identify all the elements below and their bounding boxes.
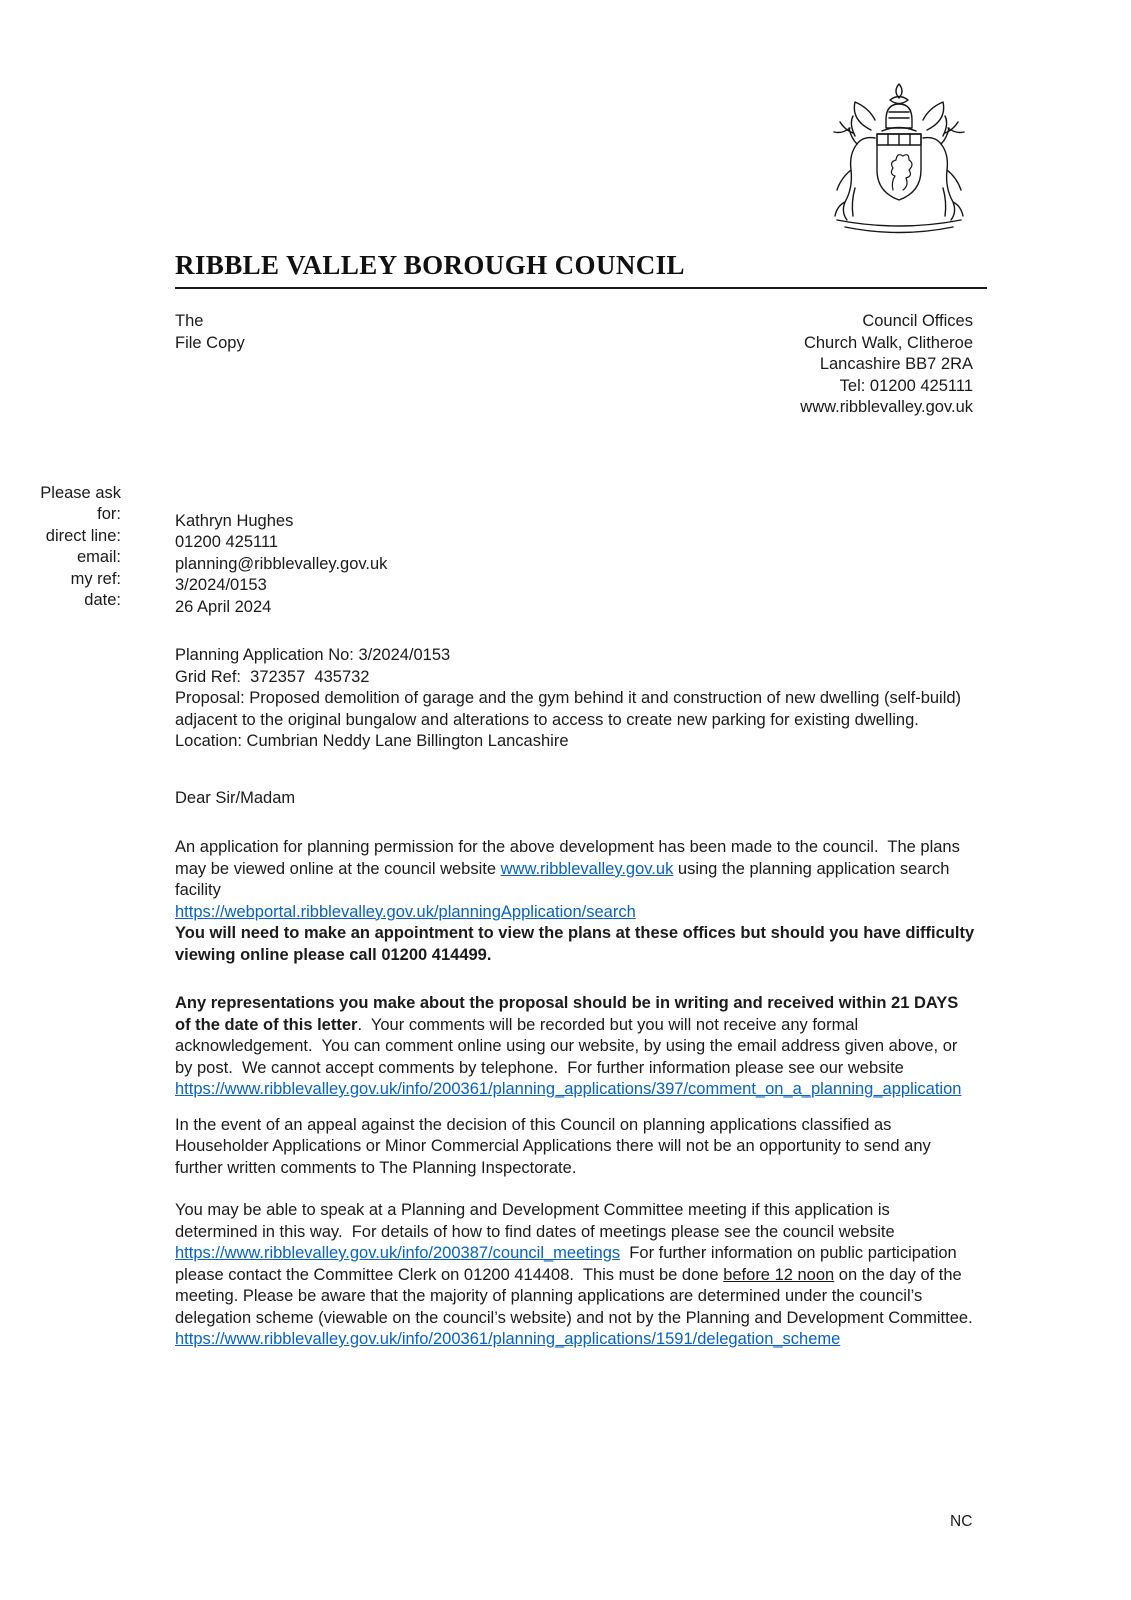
paragraph-committee-meeting bbox=[175, 1200, 975, 1351]
address-line: Lancashire BB7 2RA bbox=[819, 355, 973, 373]
label-email: email: bbox=[76, 548, 121, 566]
application-proposal: Proposal: Proposed demolition of garage and the gym behind it and construction of new dwelling (self-build) adjacent to the original bungalow and alterations to access to create new parking for existing dwelling. bbox=[175, 689, 966, 729]
address-line: www.ribblevalley.gov.uk bbox=[800, 398, 973, 416]
label-my-ref: my ref: bbox=[70, 569, 121, 588]
value-date: 26 April 2024 bbox=[175, 597, 272, 616]
value-my-ref: 3/2024/0153 bbox=[175, 576, 267, 594]
value-contact-name: Kathryn Hughes bbox=[175, 511, 294, 530]
copy-line-1: The bbox=[175, 312, 204, 330]
appointment-notice: You will need to make an appointment to view the plans at these offices but should you have difficulty viewing online please call 01200 414499. bbox=[175, 924, 979, 964]
label-please-ask-for: Please ask for: bbox=[40, 483, 121, 523]
letterhead-row bbox=[175, 311, 973, 419]
file-copy-label bbox=[175, 311, 245, 419]
text-run: In the event of an appeal against the decision of this Council on planning applications classified as Householder Applications or Minor Commercial Applications there will not be an opportunity to send any further written comments to The Planning Inspectorate. bbox=[175, 1115, 936, 1177]
deadline-underlined-text: before 12 noon bbox=[723, 1265, 835, 1284]
reference-block bbox=[30, 483, 1131, 619]
council-address bbox=[800, 311, 973, 419]
value-email: planning@ribblevalley.gov.uk bbox=[175, 554, 388, 573]
link-council-website[interactable]: www.ribblevalley.gov.uk bbox=[500, 859, 674, 878]
text-run: You may be able to speak at a Planning and Development Committee meeting if this application is determined in this way. For details of how to find dates of meetings please see the council website bbox=[175, 1201, 900, 1241]
label-direct-line: direct line: bbox=[45, 526, 121, 545]
representations-deadline: Any representations you make about the proposal should be in writing and received within 21 DAYS of the date of this letter bbox=[175, 994, 963, 1034]
paragraph-viewing-plans bbox=[175, 837, 979, 966]
application-grid-ref: Grid Ref: 372357 435732 bbox=[175, 667, 370, 686]
copy-line-2: File Copy bbox=[175, 333, 245, 352]
council-name-heading: RIBBLE VALLEY BOROUGH COUNCIL bbox=[175, 250, 987, 289]
text-run: on the day of the meeting. Please be aware that the majority of planning applications are determined under the council’s delegation scheme (viewable on the council’s website) and not by the Planning and Development Committee. bbox=[175, 1265, 973, 1327]
label-date: date: bbox=[84, 591, 121, 609]
address-line: Church Walk, Clitheroe bbox=[803, 333, 973, 352]
paragraph-appeal-notice bbox=[175, 1115, 975, 1180]
application-number: Planning Application No: 3/2024/0153 bbox=[175, 646, 451, 664]
link-delegation-scheme[interactable]: https://www.ribblevalley.gov.uk/info/200361/planning_applications/1591/delegation_scheme bbox=[175, 1330, 841, 1348]
text-run: For further information on public participation please contact the Committee Clerk on 01200 414408. This must be done bbox=[175, 1244, 962, 1284]
reference-labels bbox=[30, 483, 121, 619]
link-webportal-search[interactable]: https://webportal.ribblevalley.gov.uk/planningApplication/search bbox=[175, 902, 636, 921]
address-line: Tel: 01200 425111 bbox=[839, 376, 973, 395]
link-council-meetings[interactable]: https://www.ribblevalley.gov.uk/info/200387/council_meetings bbox=[175, 1244, 621, 1262]
council-crest-icon bbox=[793, 78, 1005, 246]
text-run: An application for planning permission for the above development has been made to the council. The plans may be viewed online at the council website bbox=[175, 838, 965, 878]
application-location: Location: Cumbrian Neddy Lane Billington Lancashire bbox=[175, 732, 569, 750]
address-line: Council Offices bbox=[862, 312, 973, 330]
application-details bbox=[175, 645, 975, 753]
footer-initials: NC bbox=[950, 1513, 973, 1530]
reference-values bbox=[175, 483, 387, 619]
text-run: using the planning application search facility bbox=[175, 859, 955, 899]
salutation: Dear Sir/Madam bbox=[175, 788, 296, 807]
text-run: . Your comments will be recorded but you will not receive any formal acknowledgement. You can comment online using our website, by using the email address given above, or by post. We cannot accept comments by telephone. For further information please see our website bbox=[175, 1015, 962, 1077]
value-direct-line: 01200 425111 bbox=[175, 533, 279, 551]
paragraph-representations bbox=[175, 993, 975, 1101]
link-comment-on-application[interactable]: https://www.ribblevalley.gov.uk/info/200361/planning_applications/397/comment_on_a_planning_application bbox=[175, 1080, 962, 1098]
